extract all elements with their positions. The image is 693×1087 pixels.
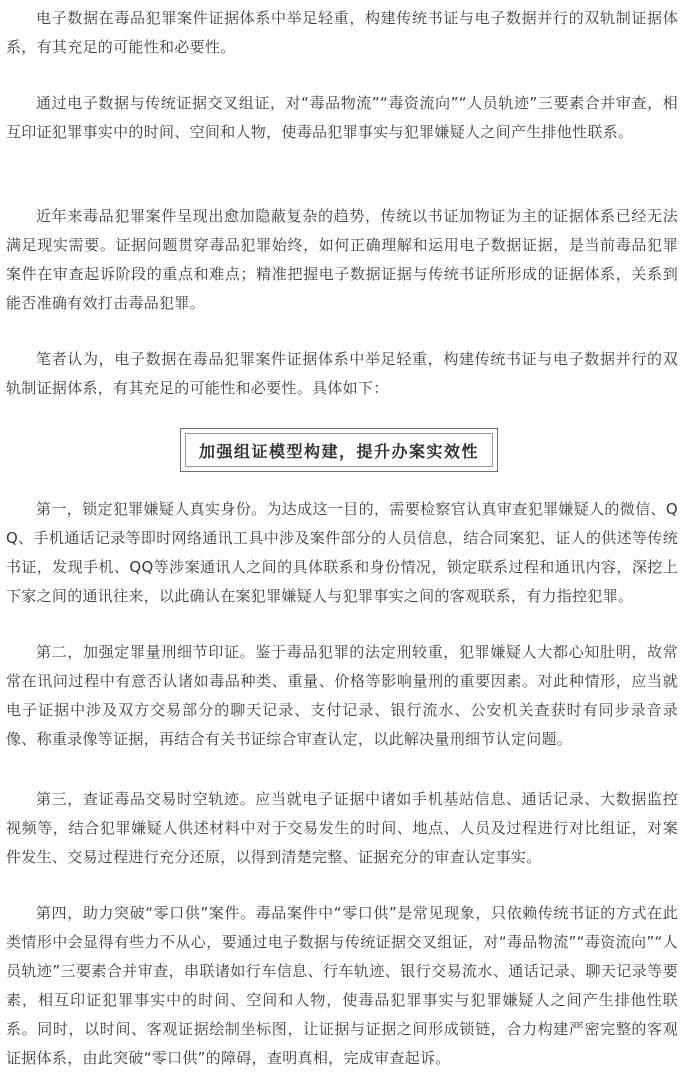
paragraph-intro: 电子数据在毒品犯罪案件证据体系中举足轻重，构建传统书证与电子数据并行的双轨制证据体系，有其充足的可能性和必要性。 [6, 9, 678, 56]
paragraph-cross-evidence: 通过电子数据与传统证据交叉组证，对“毒品物流”“毒资流向”“人员轨迹”三要素合并审查，相互印证犯罪事实中的时间、空间和人物，使毒品犯罪事实与犯罪嫌疑人之间产生排他性联系。 [6, 94, 678, 141]
paragraph-point-4: 第四，助力突破“零口供”案件。毒品案件中“零口供”是常见现象，只依赖传统书证的方式在此类情形中会显得有些力不从心，要通过电子数据与传统证据交叉组证，对“毒品物流”“毒资流向”“人员轨迹”三要素合并审查，串联诸如行车信息、行车轨迹、银行交易流水、通话记录、聊天记录等要素，相互印证犯罪事实中的时间、空间和人物，使毒品犯罪事实与犯罪嫌疑人之间产生排他性联系。同时，以时间、客观证据绘制坐标图，让证据与证据之间形成锁链，合力构建严密完整的客观证据体系，由此突破“零口供”的障碍，查明真相，完成审查起诉。 [6, 904, 678, 1067]
section-heading-box [180, 428, 498, 472]
paragraph-point-2: 第二，加强定罪量刑细节印证。鉴于毒品犯罪的法定刑较重，犯罪嫌疑人大都心知肚明，故常常在讯问过程中有意否认诸如毒品种类、重量、价格等影响量刑的重要因素。对此种情形，应当就电子证据中涉及双方交易部分的聊天记录、支付记录、银行流水、公安机关查获时有同步录音录像、称重录像等证据，再结合有关书证综合审查认定，以此解决量刑细节认定问题。 [6, 643, 678, 748]
paragraph-point-3: 第三，查证毒品交易时空轨迹。应当就电子证据中诸如手机基站信息、通话记录、大数据监控视频等，结合犯罪嫌疑人供述材料中对于交易发生的时间、地点、人员及过程进行对比组证，对案件发生、交易过程进行充分还原，以得到清楚完整、证据充分的审查认定事实。 [6, 790, 678, 866]
section-heading: 加强组证模型构建，提升办案实效性 [198, 441, 479, 461]
paragraph-background: 近年来毒品犯罪案件呈现出愈加隐蔽复杂的趋势，传统以书证加物证为主的证据体系已经无法满足现实需要。证据问题贯穿毒品犯罪始终，如何正确理解和运用电子数据证据，是当前毒品犯罪案件在审查起诉阶段的重点和难点；精准把握电子数据证据与传统书证所形成的证据体系，关系到能否准确有效打击毒品犯罪。 [6, 207, 678, 312]
paragraph-author-view: 笔者认为，电子数据在毒品犯罪案件证据体系中举足轻重，构建传统书证与电子数据并行的双轨制证据体系，有其充足的可能性和必要性。具体如下： [6, 350, 678, 397]
paragraph-point-1: 第一，锁定犯罪嫌疑人真实身份。为达成这一目的，需要检察官认真审查犯罪嫌疑人的微信、QQ、手机通话记录等即时网络通讯工具中涉及案件部分的人员信息，结合同案犯、证人的供述等传统书证，发现手机、QQ等涉案通讯人之间的具体联系和身份情况，锁定联系过程和通讯内容，深挖上下家之间的通讯往来，以此确认在案犯罪嫌疑人与犯罪事实之间的客观联系，有力指控犯罪。 [6, 500, 678, 605]
